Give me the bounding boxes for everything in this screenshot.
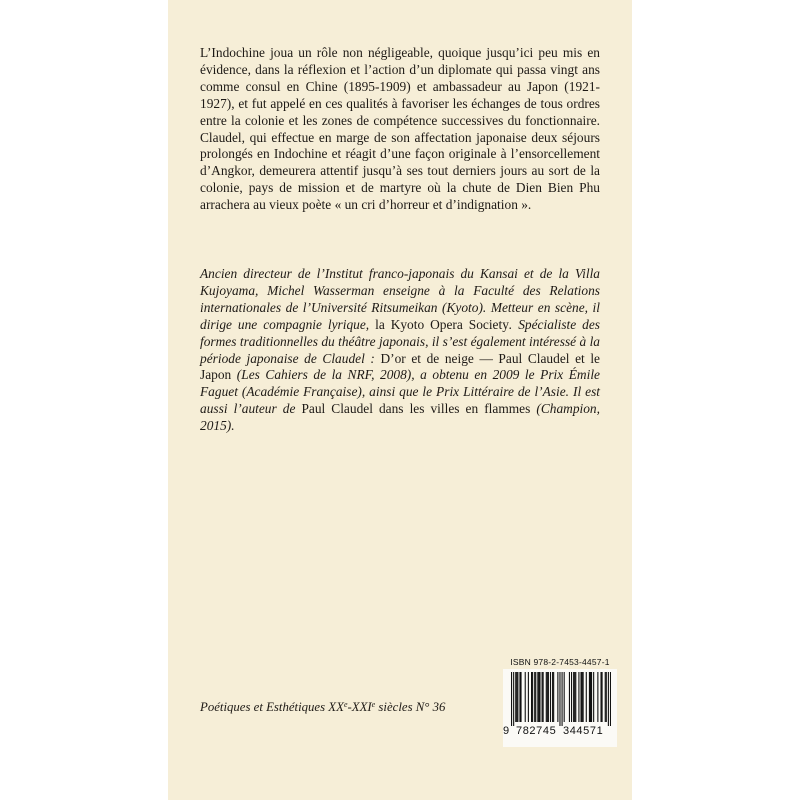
barcode-bar bbox=[519, 672, 520, 722]
barcode-bar bbox=[547, 672, 548, 722]
barcode-bar bbox=[531, 672, 532, 722]
barcode-bar bbox=[586, 672, 587, 722]
barcode-bar bbox=[552, 672, 553, 722]
bio-text-4: (Champion, 2015). bbox=[200, 401, 600, 434]
barcode-bar bbox=[589, 672, 590, 722]
barcode-bar bbox=[578, 672, 579, 722]
barcode-bar bbox=[600, 672, 601, 722]
barcode-bar bbox=[597, 672, 598, 722]
isbn-label: ISBN 978-2-7453-4457-1 bbox=[510, 657, 610, 667]
barcode-bar bbox=[573, 672, 574, 722]
barcode-bar bbox=[602, 672, 603, 722]
barcode-bar bbox=[517, 672, 518, 722]
barcode-digits bbox=[503, 725, 617, 739]
author-bio-paragraph bbox=[200, 266, 600, 435]
barcode-bar bbox=[513, 672, 514, 726]
series-title bbox=[200, 700, 445, 715]
barcode-bar bbox=[610, 672, 611, 726]
barcode-bar bbox=[548, 672, 549, 722]
barcode-bar bbox=[559, 672, 560, 726]
barcode-bar bbox=[580, 672, 581, 722]
barcode-bar bbox=[515, 672, 516, 722]
bio-book-title-1: D’or et de neige — Paul Claudel et le Japon bbox=[200, 350, 600, 383]
barcode-bar bbox=[569, 672, 570, 722]
series-sup-2: e bbox=[371, 700, 376, 709]
barcode-bar bbox=[532, 672, 533, 722]
series-text-1: Poétiques et Esthétiques XX bbox=[200, 700, 344, 714]
author-bio bbox=[200, 266, 600, 435]
barcode-bar bbox=[574, 672, 575, 722]
barcode-bar bbox=[520, 672, 521, 722]
barcode-bar bbox=[575, 672, 576, 722]
barcode-panel bbox=[503, 669, 617, 747]
back-cover bbox=[168, 0, 632, 800]
barcode-bar bbox=[557, 672, 558, 722]
barcode-bar bbox=[543, 672, 544, 722]
barcode-bar bbox=[550, 672, 551, 722]
barcode-bar bbox=[591, 672, 592, 722]
barcode-bar bbox=[534, 672, 535, 722]
barcode-bar bbox=[535, 672, 536, 722]
bio-book-title-2: Paul Claudel dans les villes en flammes bbox=[301, 401, 531, 417]
barcode-bar bbox=[553, 672, 554, 722]
series-text-2: -XXI bbox=[347, 700, 372, 714]
barcode-bar bbox=[571, 672, 572, 722]
barcode-bar bbox=[605, 672, 606, 722]
barcode-bar bbox=[608, 672, 609, 726]
series-text-3: siècles N° 36 bbox=[375, 700, 446, 714]
barcode-digits-left: 782745 bbox=[516, 725, 557, 737]
barcode-bar bbox=[562, 672, 563, 726]
series-sup-1: e bbox=[343, 700, 348, 709]
barcode-bar bbox=[590, 672, 591, 722]
summary-block bbox=[200, 45, 600, 214]
barcode-bar bbox=[583, 672, 584, 722]
bio-text-2: . Spécialiste des formes traditionnelles du théâtre japonais, il s’est également intéressé à la période japonaise de Claudel : bbox=[200, 316, 600, 366]
barcode-bars bbox=[511, 672, 611, 726]
barcode-bar bbox=[525, 672, 526, 722]
barcode-bar bbox=[516, 672, 517, 722]
barcode-digits-right: 344571 bbox=[563, 725, 604, 737]
isbn-barcode bbox=[503, 657, 617, 747]
bio-company-name: la Kyoto Opera Society bbox=[375, 316, 509, 332]
barcode-bar bbox=[593, 672, 594, 722]
barcode-bar bbox=[511, 672, 512, 726]
barcode-bar bbox=[538, 672, 539, 722]
barcode-bar bbox=[546, 672, 547, 722]
barcode-digit-lead: 9 bbox=[503, 725, 510, 737]
bio-text-1: Ancien directeur de l’Institut franco-japonais du Kansai et de la Villa Kujoyama, Michel Wasserman enseigne à la Faculté des Relations internationales de l’Université Ritsumeikan (Kyoto). Metteur en scène, il dirige une compagnie lyrique, bbox=[200, 266, 600, 332]
barcode-bar bbox=[539, 672, 540, 722]
barcode-bar bbox=[537, 672, 538, 722]
barcode-bar bbox=[582, 672, 583, 722]
barcode-bar bbox=[542, 672, 543, 722]
barcode-bar bbox=[564, 672, 565, 722]
barcode-bar bbox=[606, 672, 607, 722]
barcode-bar bbox=[528, 672, 529, 722]
bio-text-3: (Les Cahiers de la NRF, 2008), a obtenu en 2009 le Prix Émile Faguet (Académie Française), ainsi que le Prix Littéraire de l’Asie. Il est aussi l’auteur de bbox=[200, 367, 600, 417]
summary-paragraph: L’Indochine joua un rôle non négligeable, quoique jusqu’ici peu mis en évidence, dans la réflexion et l’action d’un diplomate qui passa vingt ans comme consul en Chine (1895-1909) et ambassadeur au Japon (1921-1927), et fut appelé en ces qualités à favoriser les échanges de tous ordres entre la colonie et les zones de compétence successives du fonctionnaire. Claudel, qui effectue en marge de son affectation japonaise deux séjours prolongés en Indochine et réagit d’une façon originale à l’ensorcellement d’Angkor, demeurera attentif jusqu’à ses tout derniers jours au sort de la colonie, pays de mission et de martyre où la chute de Dien Bien Phu arrachera au vieux poète « un cri d’horreur et d’indignation ». bbox=[200, 45, 600, 213]
